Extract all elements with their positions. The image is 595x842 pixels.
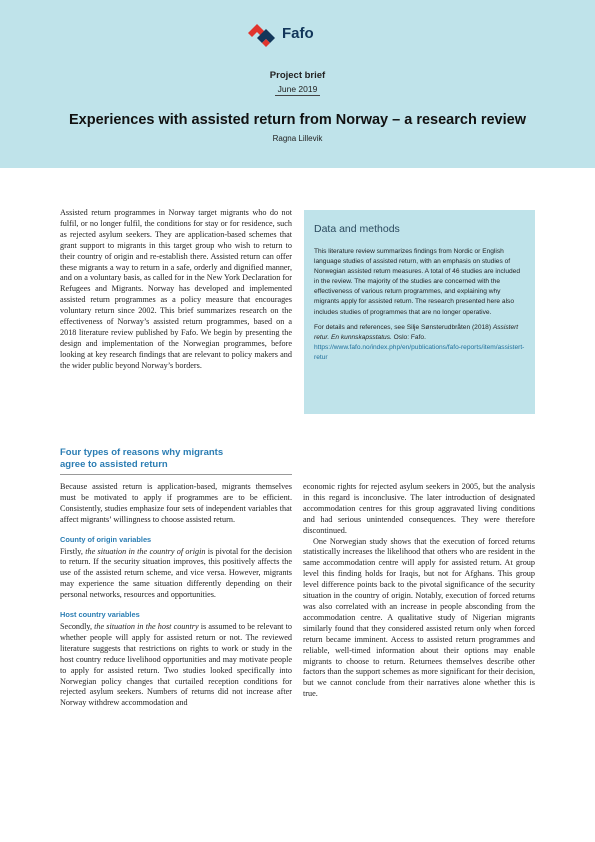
brief-date: June 2019 (275, 84, 320, 96)
section-title (60, 447, 292, 470)
section-paragraph-1: Because assisted return is application-based, migrants themselves must be motivated to apply if programmes are to be efficient. Consistently, studies emphasize four sets of independent variables that affect migrants’ willingness to choose assisted return. (60, 482, 292, 524)
author: Ragna Lillevik (272, 134, 323, 143)
p3-italic: the situation in the host country (94, 621, 199, 631)
brief-type: Project brief (269, 70, 326, 81)
page-title: Experiences with assisted return from Norway – a research review (69, 112, 526, 128)
right-paragraph-1: economic rights for rejected asylum seekers in 2005, but the analysis in this regard is inconclusive. The later introduction of designated accommodation centres for this group aggravated living conditions and had serious unintended consequences. They were therefore discontinued. (303, 482, 535, 535)
right-paragraph-2: One Norwegian study shows that the execution of forced returns statistically increases the likelihood that others who are resident in the same accommodation centre will apply for assisted return. At group level this finding holds for Iraqis, but not for Afghans. This group level difference points back to the pivotal significance of the security situation in the country of origin. Notably, execution of forced returns was also correlated with an increase in people absconding from the accommodation centre. A qualitative study of Nigerian migrants similarly found that they considered assisted return only when forced return became imminent. Access to assisted return programmes and reliable, well-timed information about their options may enable migrants to choose to return. Returnees themselves describe other factors than the support schemes as more significant for their decision, but we cannot conclude from their narratives alone whether this is true. (303, 536, 535, 699)
section-title-line1: Four types of reasons why migrants (60, 447, 224, 458)
header-band (0, 0, 595, 168)
section-divider (60, 474, 292, 475)
p3-post: is assumed to be relevant to whether people will apply for assisted return or not. The reviewed literature suggests that restrictions on rights to work or study in the host country reduce livelihood opportunities and may motivate people to apply for assisted return. Two studies looked specifically into Norwegian policy changes that curtailed reception conditions for rejected asylum seekers. Numbers of returns did not increase after Norway withdrew accommodation and (60, 621, 292, 708)
section-paragraph-3 (60, 622, 292, 709)
intro-paragraph: Assisted return programmes in Norway target migrants who do not fulfil, or no longer fulfil, the conditions for stay or for residence, such as rejected asylum seekers. They are application-based schemes that grant support to migrants in this target group who wish to return to their country of origin and re-establish there. Assisted return can offer these migrants a way to return in a safe, orderly and dignified manner, and on a voluntary basis, as called for in the New York Declaration for Refugees and Migrants. Norway has developed and implemented assisted return programmes as a policy measure that encourages voluntary return since 2002. This brief summarizes research on the effectiveness of Norway’s assisted return programmes, based on a 2018 literature review published by Fafo. We begin by presenting the design and implementation of the Norwegian programmes, before looking at key research findings that are relevant to policy makers and the wider public beyond Norway’s borders. (60, 208, 292, 370)
right-column (303, 482, 535, 700)
section-paragraph-2 (60, 547, 292, 602)
box-paragraph-2 (314, 323, 526, 363)
box-reference-link[interactable]: https://www.fafo.no/index.php/en/publications/fafo-reports/item/assistert-retur (314, 343, 525, 361)
subhead-host: Host country variables (60, 610, 140, 620)
box-ref-post: Oslo: Fafo. (391, 333, 426, 341)
logo-text: Fafo (282, 25, 314, 42)
fafo-logo (248, 24, 328, 48)
p2-post: is pivotal for the decision to return. If the security situation improves, this positively affects the use of the assisted return scheme, and vice versa. However, migrants may experience the same situation differently depending on their personal networks, resources and opportunities. (60, 546, 292, 600)
box-paragraph-1: This literature review summarizes findings from Nordic or English language studies of assisted return, with an emphasis on studies of Norwegian assisted return measures. A total of 46 studies are included in the review. The majority of the studies are concerned with the effectiveness of various return programmes, and explaining why migrants apply for assisted return. The research presented here also includes studies of programmes that are no longer operative. (314, 248, 520, 316)
box-body (314, 247, 526, 368)
p3-pre: Secondly, (60, 621, 95, 631)
box-ref-title: Assistert retur. En kunnskapsstatus. (314, 323, 519, 341)
p2-pre: Firstly, (60, 546, 86, 556)
p2-italic: the situation in the country of origin (85, 546, 206, 556)
box-title: Data and methods (314, 223, 400, 235)
data-methods-box (304, 210, 535, 414)
box-ref-pre: For details and references, see Silje Sønsterudbråten (2018) (314, 323, 493, 331)
section-title-line2: agree to assisted return (60, 458, 168, 470)
left-column (60, 482, 292, 709)
fafo-logo-icon (248, 24, 280, 48)
subhead-origin: County of origin variables (60, 534, 152, 544)
